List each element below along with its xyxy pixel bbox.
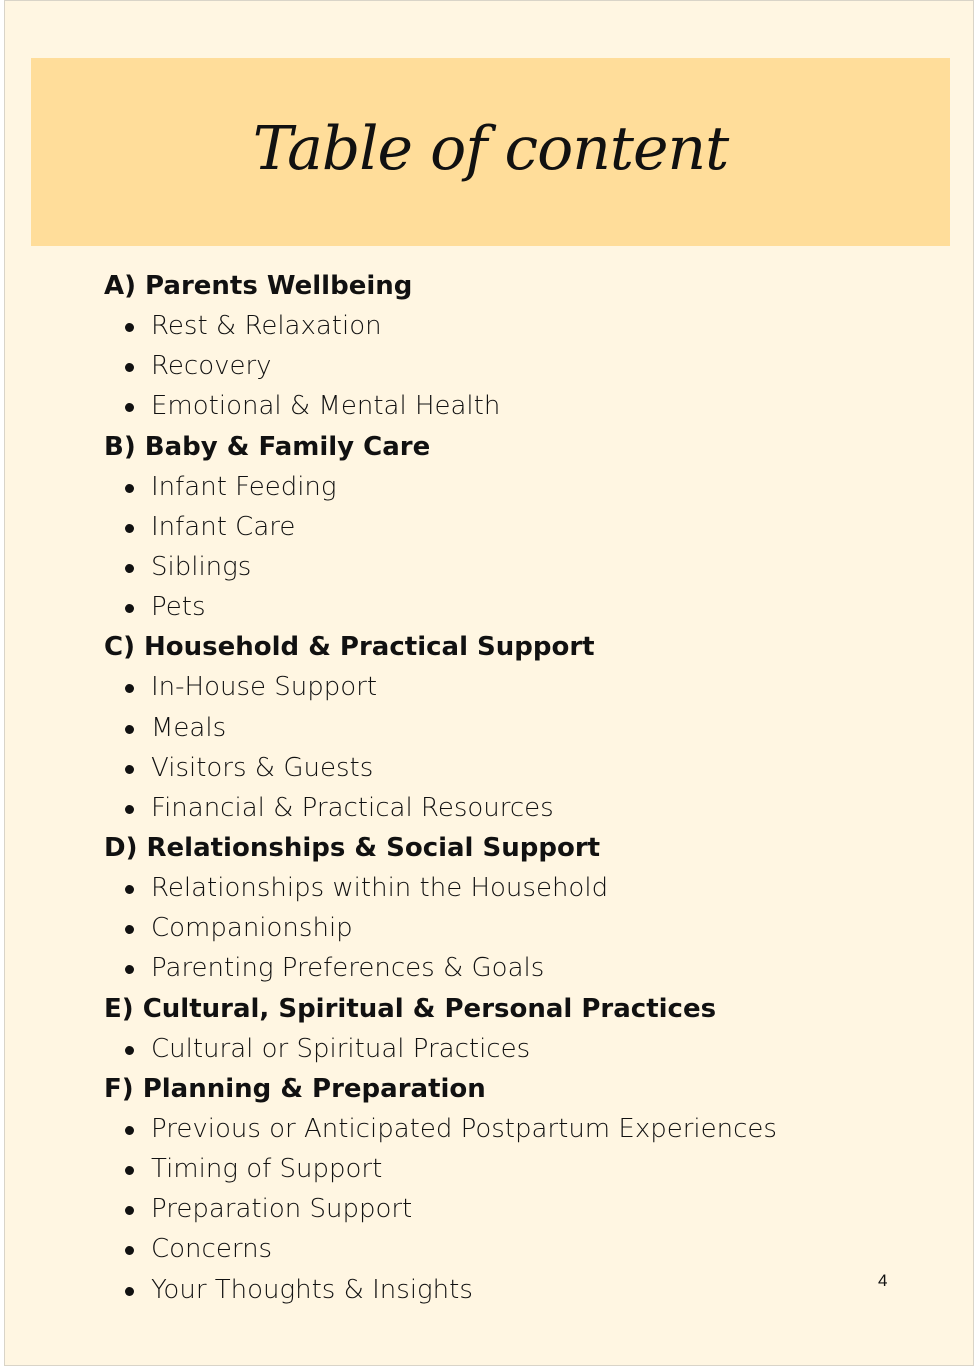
bullet-icon — [125, 965, 134, 974]
list-item-label: Infant Feeding — [151, 471, 337, 502]
list-item-label: Visitors & Guests — [151, 752, 374, 783]
bullet-icon — [125, 564, 134, 573]
bullet-icon — [125, 684, 134, 693]
bullet-icon — [125, 765, 134, 774]
list-item — [104, 547, 884, 587]
list-item — [104, 748, 884, 788]
list-item — [104, 1109, 884, 1149]
list-item-label: Siblings — [151, 551, 252, 582]
document-page — [4, 0, 974, 1366]
list-item-label: Financial & Practical Resources — [151, 792, 554, 823]
list-item-label: Recovery — [151, 351, 272, 382]
list-item — [104, 1270, 884, 1310]
toc-section — [104, 266, 884, 427]
list-item-label: Cultural or Spiritual Practices — [151, 1033, 531, 1064]
list-item-label: Concerns — [151, 1234, 273, 1265]
page-title: Table of content — [252, 114, 729, 184]
section-item-list — [104, 667, 884, 828]
section-heading: D) Relationships & Social Support — [104, 833, 601, 864]
toc-section — [104, 828, 884, 989]
list-item — [104, 1229, 884, 1269]
toc-section — [104, 427, 884, 628]
section-heading: B) Baby & Family Care — [104, 431, 431, 462]
list-item — [104, 587, 884, 627]
list-item — [104, 667, 884, 707]
bullet-icon — [125, 363, 134, 372]
list-item — [104, 467, 884, 507]
bullet-icon — [125, 925, 134, 934]
list-item — [104, 1029, 884, 1069]
toc-section — [104, 989, 884, 1069]
bullet-icon — [125, 484, 134, 493]
toc-section — [104, 1069, 884, 1310]
bullet-icon — [125, 1166, 134, 1175]
list-item — [104, 346, 884, 386]
bullet-icon — [125, 403, 134, 412]
list-item — [104, 386, 884, 426]
bullet-icon — [125, 524, 134, 533]
table-of-contents — [104, 266, 884, 1310]
section-heading: E) Cultural, Spiritual & Personal Practices — [104, 993, 717, 1024]
section-item-list — [104, 1029, 884, 1069]
bullet-icon — [125, 604, 134, 613]
section-heading: C) Household & Practical Support — [104, 632, 595, 663]
bullet-icon — [125, 1206, 134, 1215]
list-item-label: Parenting Preferences & Goals — [151, 953, 545, 984]
list-item-label: Timing of Support — [151, 1154, 383, 1184]
list-item — [104, 908, 884, 948]
list-item-label: Meals — [151, 712, 227, 743]
list-item-label: Pets — [151, 592, 206, 623]
bullet-icon — [125, 1046, 134, 1055]
list-item-label: Companionship — [151, 913, 353, 944]
bullet-icon — [125, 805, 134, 814]
list-item — [104, 1189, 884, 1229]
bullet-icon — [125, 725, 134, 734]
list-item — [104, 948, 884, 988]
section-item-list — [104, 467, 884, 628]
list-item-label: Preparation Support — [151, 1194, 413, 1225]
bullet-icon — [125, 1246, 134, 1255]
title-banner — [31, 58, 950, 246]
list-item — [104, 507, 884, 547]
list-item — [104, 1149, 884, 1189]
section-item-list — [104, 306, 884, 427]
list-item-label: Emotional & Mental Health — [151, 391, 501, 422]
list-item — [104, 788, 884, 828]
bullet-icon — [125, 885, 134, 894]
list-item-label: Your Thoughts & Insights — [151, 1274, 473, 1305]
section-heading: A) Parents Wellbeing — [104, 271, 413, 301]
toc-section — [104, 627, 884, 828]
section-heading: F) Planning & Preparation — [104, 1073, 486, 1104]
section-item-list — [104, 1109, 884, 1310]
list-item — [104, 306, 884, 346]
list-item — [104, 868, 884, 908]
bullet-icon — [125, 1287, 134, 1296]
bullet-icon — [125, 1126, 134, 1135]
list-item — [104, 708, 884, 748]
bullet-icon — [125, 323, 134, 332]
page-number: 4 — [878, 1271, 888, 1290]
list-item-label: Relationships within the Household — [151, 873, 609, 904]
list-item-label: Previous or Anticipated Postpartum Experiences — [151, 1113, 777, 1144]
list-item-label: Infant Care — [151, 511, 296, 542]
section-item-list — [104, 868, 884, 989]
list-item-label: Rest & Relaxation — [151, 311, 382, 341]
list-item-label: In-House Support — [151, 672, 378, 703]
